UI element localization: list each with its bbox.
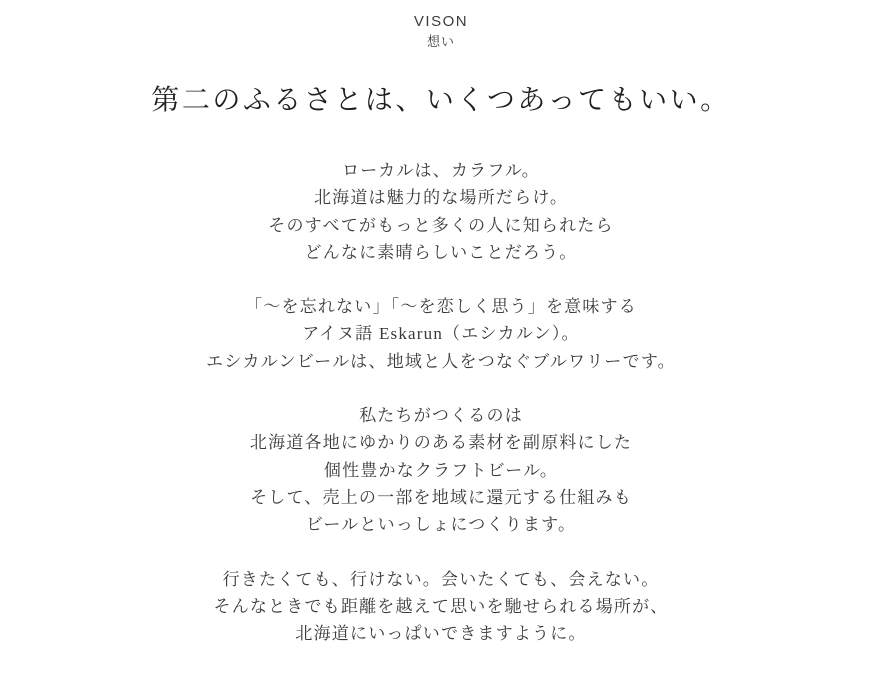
text-line: 私たちがつくるのは [359,406,523,426]
text-line: どんなに素晴らしいことだろう。 [304,242,578,262]
text-line: エシカルンビールは、地域と人をつなぐブルワリーです。 [206,351,676,371]
body-copy [0,157,882,647]
text-line: そして、売上の一部を地域に還元する仕組みも [250,487,632,507]
brand-title: VISON [413,13,469,30]
paragraph [0,566,882,648]
text-line: ローカルは、カラフル。 [342,161,540,180]
text-line: 「〜を忘れない」「〜を恋しく思う」を意味する [245,297,637,317]
page-title: 第二のふるさとは、いくつあってもいい。 [151,85,731,116]
paragraph [0,293,882,375]
text-line: 北海道にいっぱいできますように。 [295,624,587,644]
paragraph [0,402,882,538]
paragraph [0,157,882,266]
text-line: 個性豊かなクラフトビール。 [323,460,559,480]
text-line: 行きたくても、行けない。会いたくても、会えない。 [222,569,660,589]
text-line: そんなときでも距離を越えて思いを馳せられる場所が、 [213,596,669,616]
text-line: アイヌ語 Eskarun（エシカルン）。 [302,324,580,344]
text-line: 北海道各地にゆかりのある素材を副原料にした [249,433,633,453]
section-label: 想い [426,34,455,49]
text-line: 北海道は魅力的な場所だらけ。 [313,188,569,208]
text-line: ビールといっしょにつくります。 [305,515,577,535]
text-line: そのすべてがもっと多くの人に知られたら [268,215,614,235]
